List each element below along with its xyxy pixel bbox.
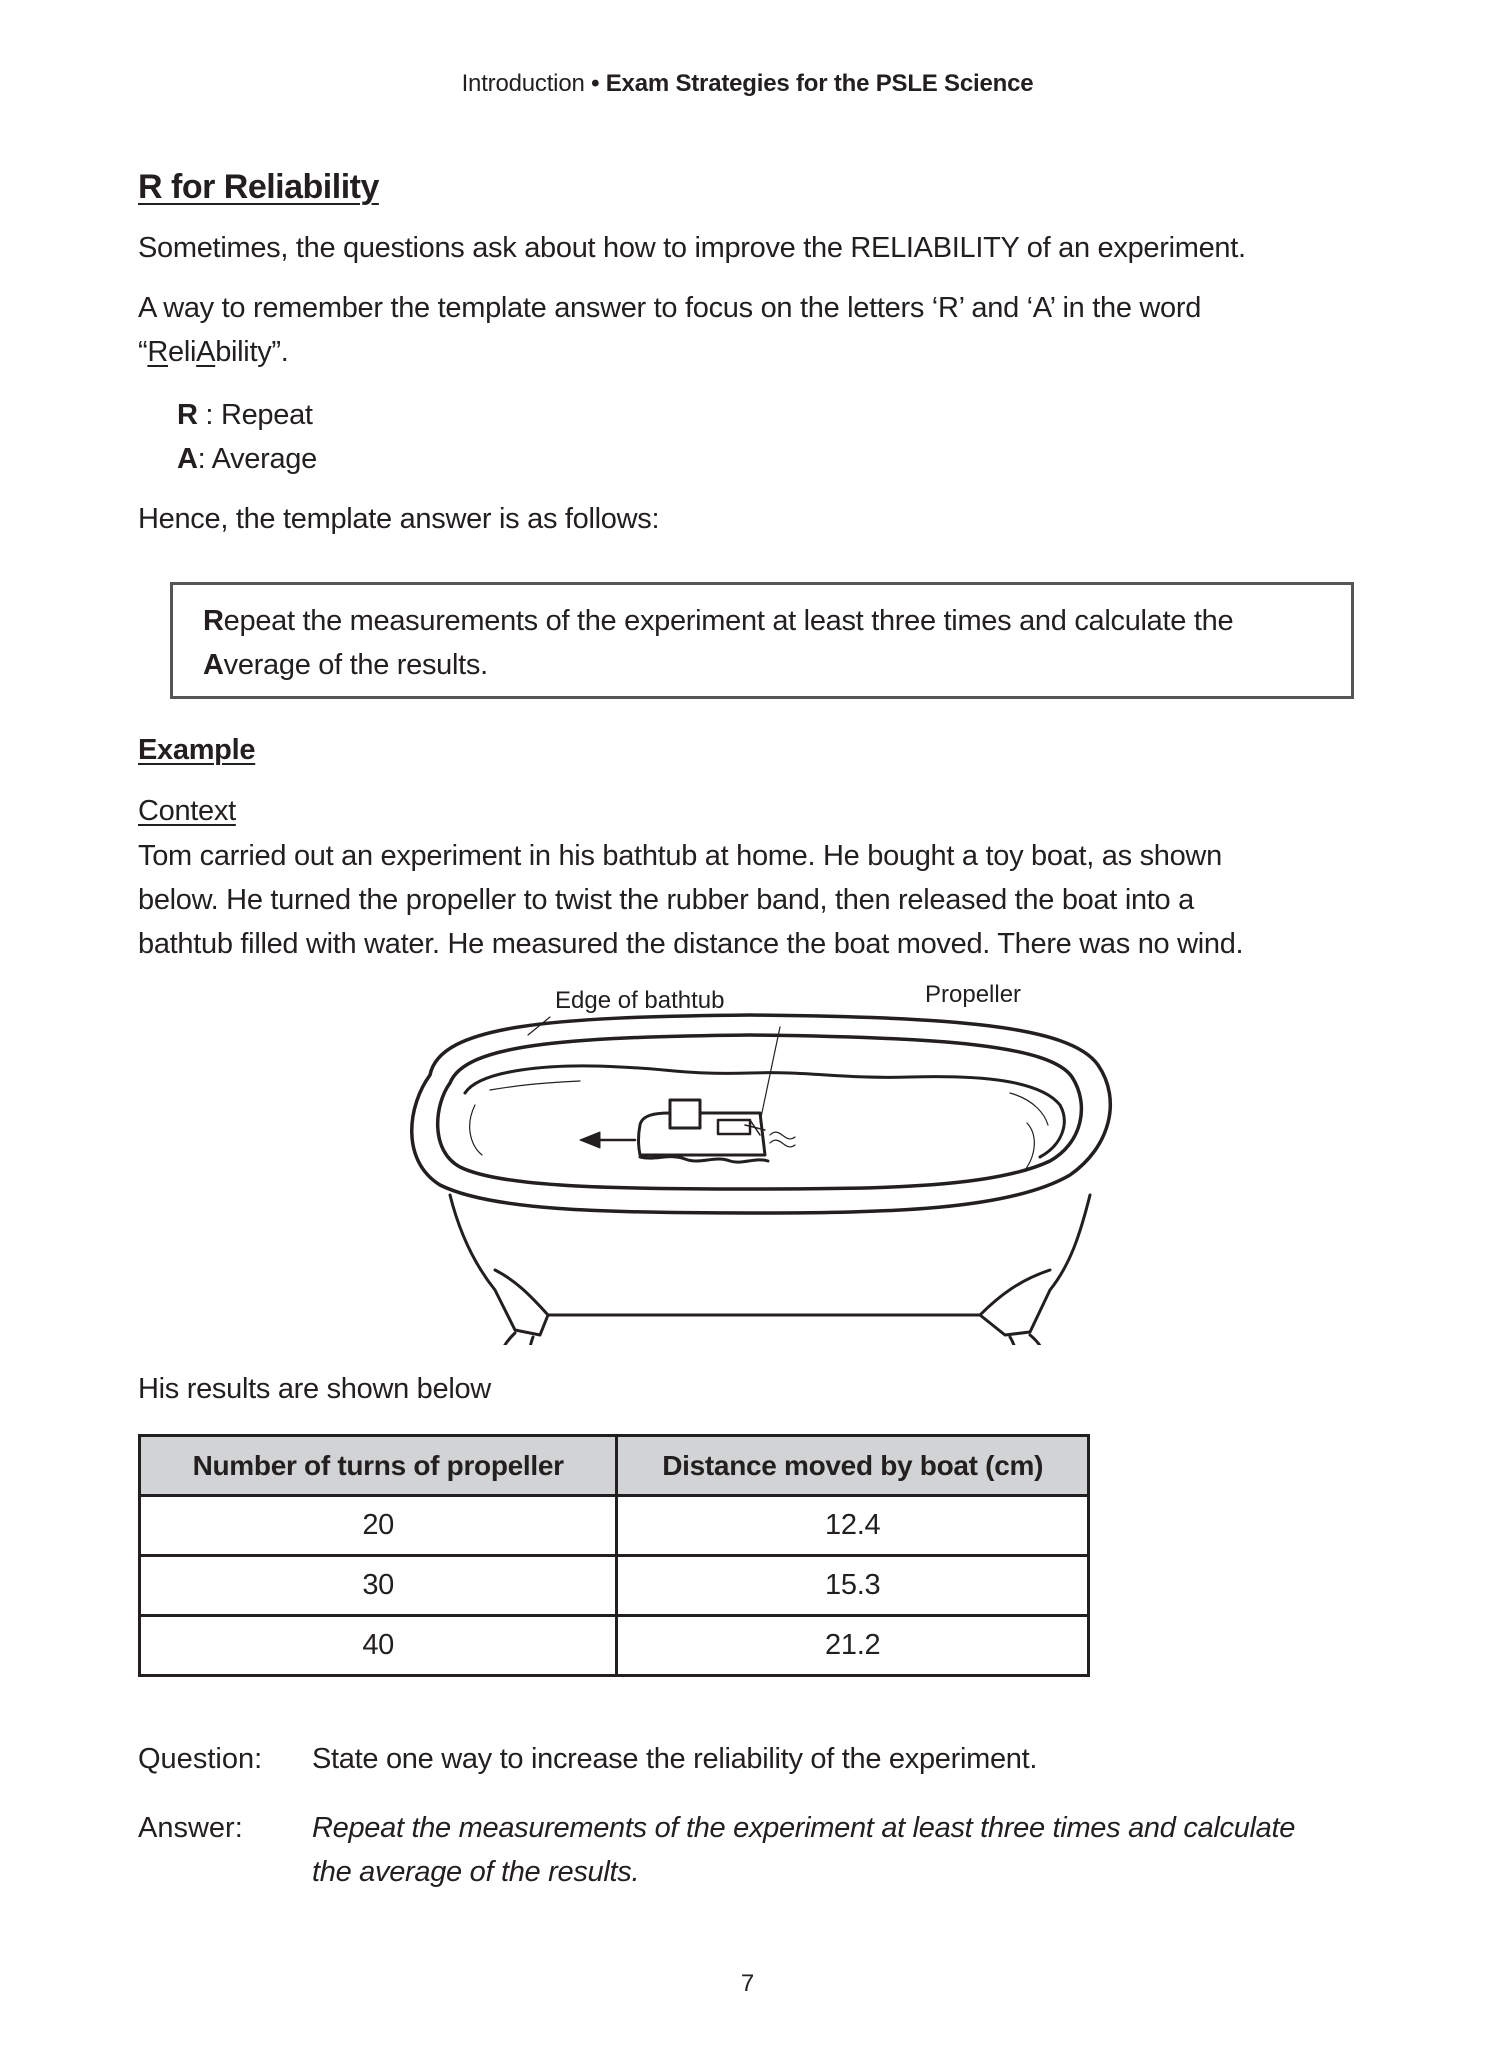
table-header-row [140,1436,1089,1496]
cell-turns: 40 [140,1616,617,1676]
context-line: Tom carried out an experiment in his bathtub at home. He bought a toy boat, as shown [138,840,1222,872]
bold-initial: R [203,605,224,637]
cell-distance: 15.3 [617,1556,1089,1616]
context-line: bathtub filled with water. He measured the distance the boat moved. There was no wind. [138,928,1244,960]
mnemonic-item-a [177,443,317,476]
cell-turns: 30 [140,1556,617,1616]
mnemonic-word-label: Repeat [220,399,313,431]
answer-label: Answer: [138,1812,243,1844]
column-header-turns: Number of turns of propeller [140,1436,617,1496]
running-head [0,70,1495,98]
separator: : [197,443,212,475]
bathtub-illustration [370,975,1130,1345]
context-heading: Context [138,795,236,827]
word-part: eli [168,336,197,368]
word-part: bility [215,336,272,368]
hence-paragraph: Hence, the template answer is as follows: [138,503,660,535]
template-text: epeat the measurements of the experiment at least three times and calculate the [223,605,1234,637]
cell-distance: 12.4 [617,1496,1089,1556]
question-label: Question: [138,1743,263,1775]
mnemonic-word-label: Average [211,443,317,475]
cell-distance: 21.2 [617,1616,1089,1676]
bathtub-figure [370,975,1130,1345]
mnemonic-letter: A [177,443,198,475]
template-text: verage of the results. [223,649,488,681]
separator: : [197,399,221,431]
edge-of-bathtub-label: Edge of bathtub [555,987,725,1014]
answer-line: Repeat the measurements of the experiment at least three times and calculate [312,1812,1296,1844]
results-intro: His results are shown below [138,1373,491,1405]
table-row [140,1556,1089,1616]
mnemonic-paragraph: A way to remember the template answer to focus on the letters ‘R’ and ‘A’ in the word [138,292,1202,324]
intro-paragraph: Sometimes, the questions ask about how to improve the RELIABILITY of an experiment. [138,232,1246,264]
results-table [138,1434,1090,1677]
propeller-label: Propeller [925,981,1022,1008]
template-line-2 [203,649,488,682]
template-line-1 [203,605,1233,638]
question-text: State one way to increase the reliability of the experiment. [312,1743,1038,1775]
mnemonic-item-r [177,399,313,432]
running-head-prefix: Introduction [461,70,585,97]
mnemonic-word [138,336,289,369]
table-row [140,1496,1089,1556]
cell-turns: 20 [140,1496,617,1556]
table-row [140,1616,1089,1676]
answer-line: the average of the results. [312,1856,640,1888]
close-quote: ”. [271,336,289,368]
running-head-separator: • [584,70,606,97]
column-header-distance: Distance moved by boat (cm) [617,1436,1089,1496]
underlined-r: R [147,336,169,368]
running-head-title: Exam Strategies for the PSLE Science [605,70,1034,97]
example-heading: Example [138,734,256,766]
mnemonic-letter: R [177,399,198,431]
page-number: 7 [740,1970,755,1997]
section-title: R for Reliability [138,168,379,206]
underlined-a: A [196,336,216,368]
template-answer-box [170,582,1354,699]
open-quote: “ [138,336,148,368]
context-line: below. He turned the propeller to twist the rubber band, then released the boat into a [138,884,1194,916]
bold-initial: A [203,649,224,681]
